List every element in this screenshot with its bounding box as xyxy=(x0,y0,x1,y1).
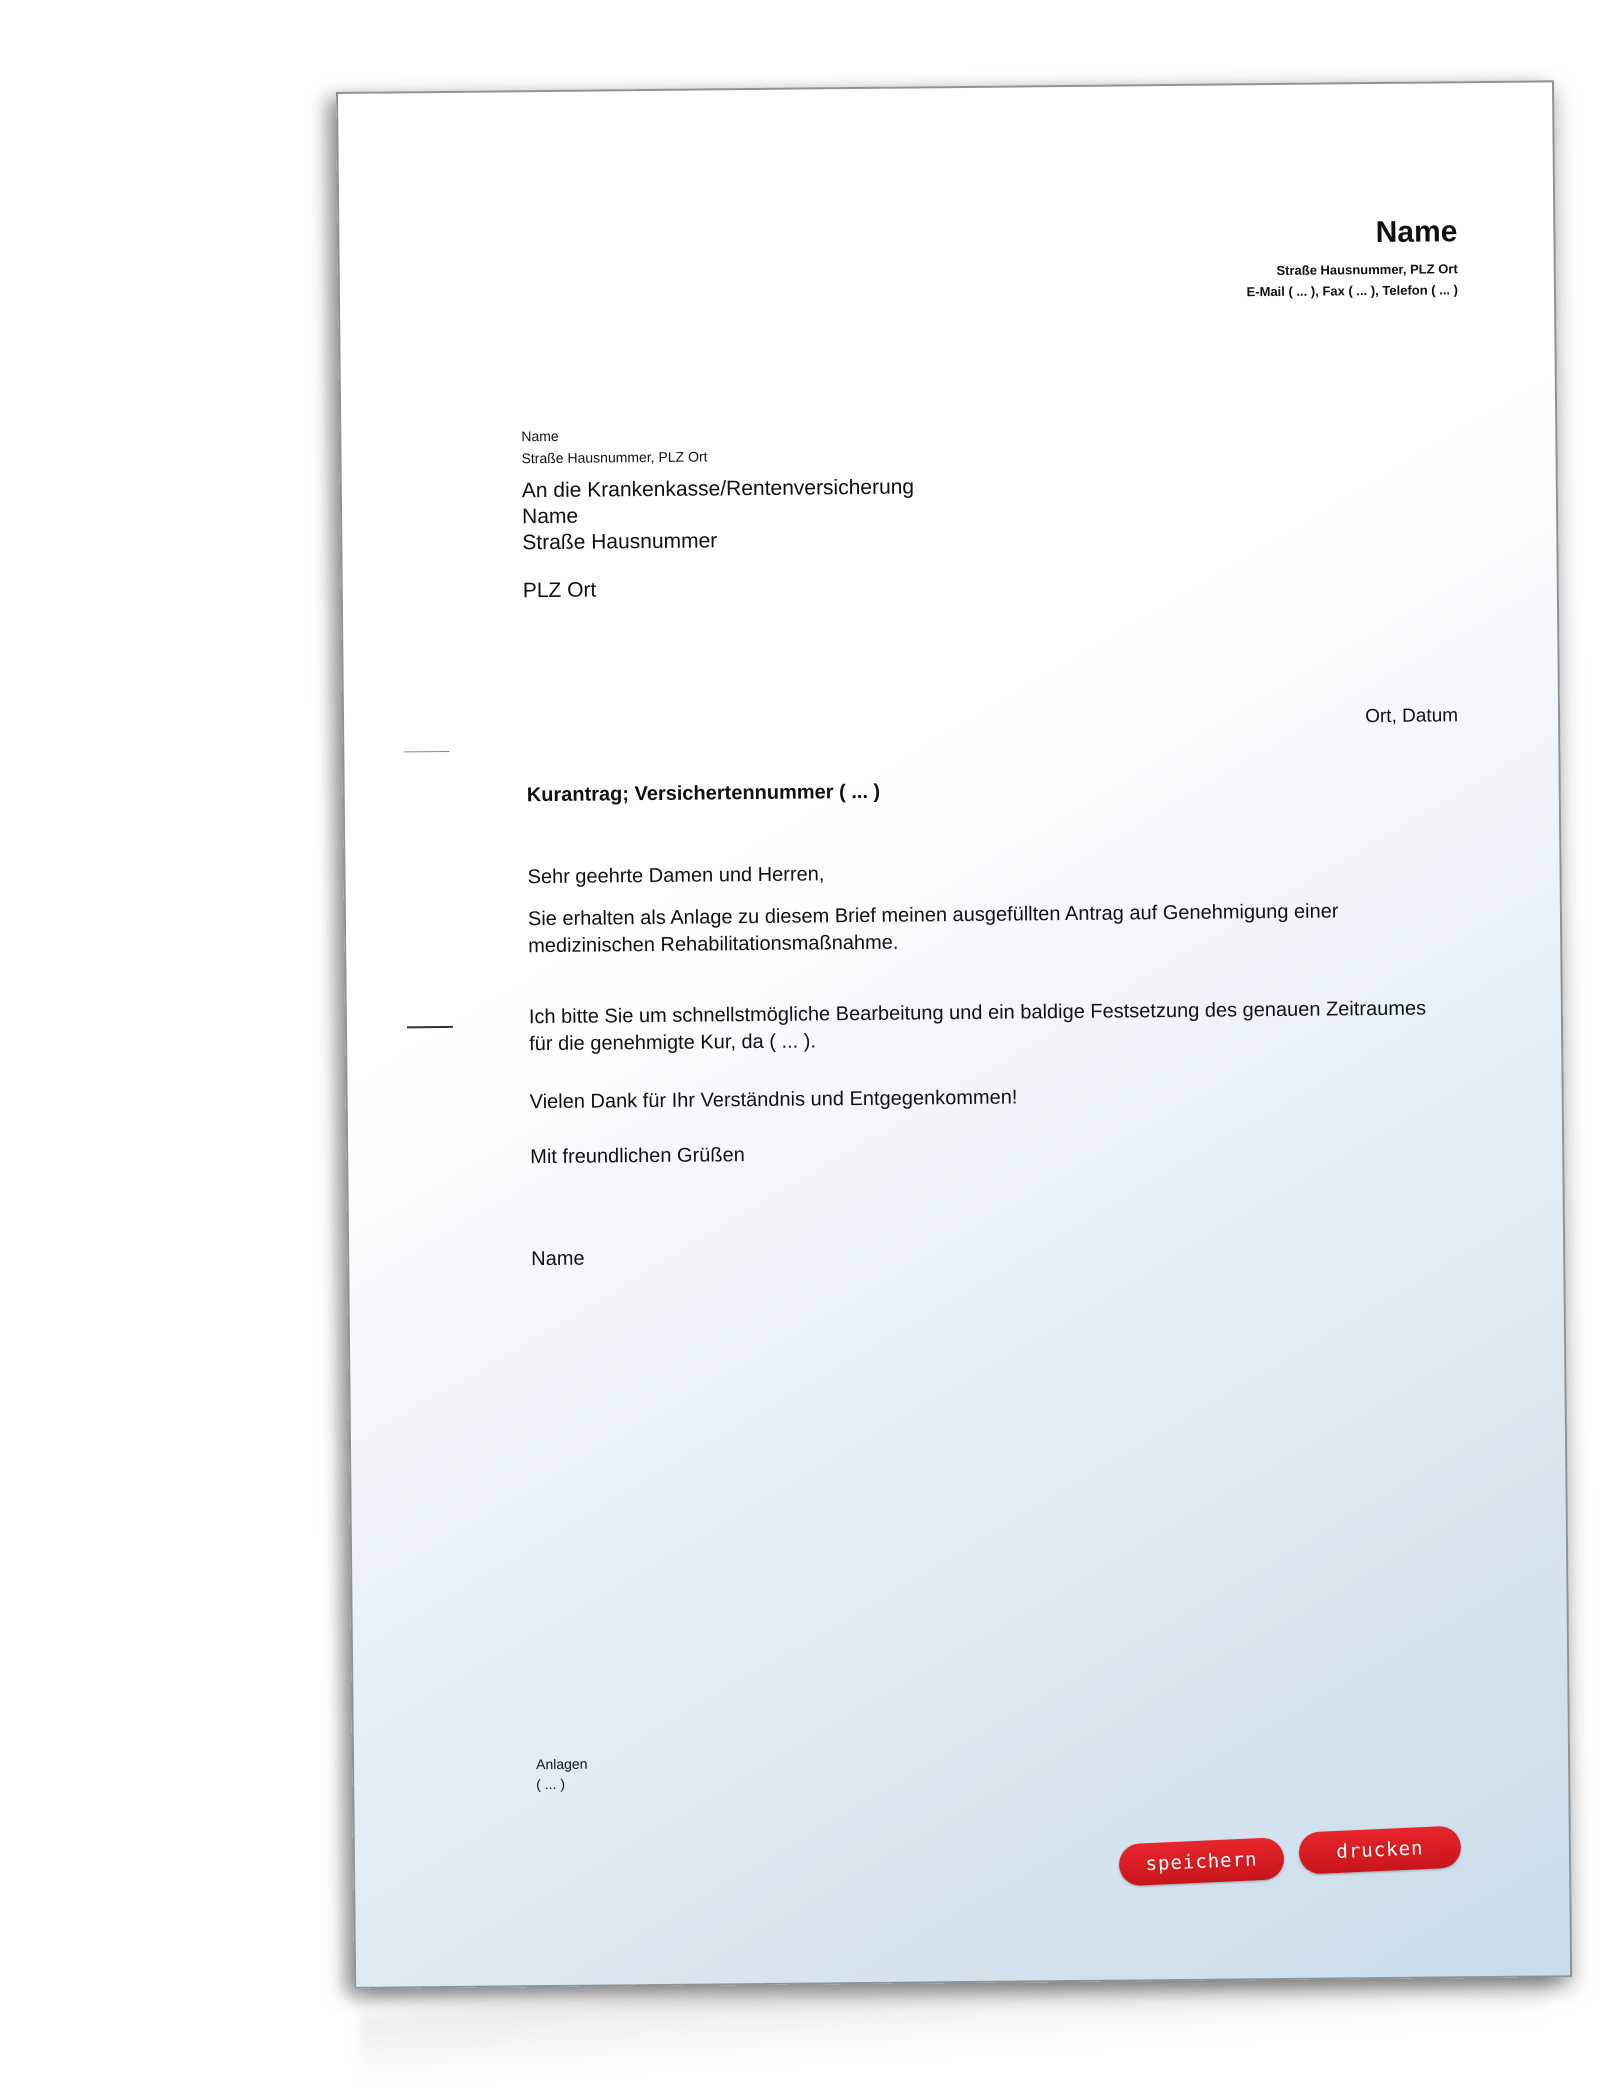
punch-mark xyxy=(407,1026,453,1028)
subject-line: Kurantrag; Versichertennummer ( ... ) xyxy=(526,780,881,807)
signature-name: Name xyxy=(531,1247,585,1271)
recipient-line-4: PLZ Ort xyxy=(522,578,597,603)
recipient-line-1: An die Krankenkasse/Rentenversicherung xyxy=(521,475,915,503)
sender-contact: E-Mail ( ... ), Fax ( ... ), Telefon ( ... ) xyxy=(1246,282,1459,300)
return-line-address: Straße Hausnummer, PLZ Ort xyxy=(521,448,708,467)
print-button[interactable]: drucken xyxy=(1298,1825,1462,1874)
enclosures-label: Anlagen xyxy=(535,1755,588,1773)
recipient-line-2: Name xyxy=(521,504,579,529)
enclosures-value: ( ... ) xyxy=(536,1775,566,1793)
fold-mark xyxy=(404,751,449,752)
place-date: Ort, Datum xyxy=(1365,705,1459,728)
sender-address: Straße Hausnummer, PLZ Ort xyxy=(1276,261,1458,278)
body-paragraph-2: Ich bitte Sie um schnellstmögliche Bearbeitung und ein baldige Festsetzung des genauen Zeitraumes für die genehmigte Kur, da ( ... ). xyxy=(528,997,1427,1056)
sender-name: Name xyxy=(1375,215,1458,250)
body-paragraph-1: Sie erhalten als Anlage zu diesem Brief meinen ausgefüllten Antrag auf Genehmigung einer medizinischen Rehabilitationsmaßnahme. xyxy=(527,900,1339,958)
return-line-name: Name xyxy=(521,427,559,445)
letter-sheet xyxy=(336,80,1572,1989)
closing: Mit freundlichen Grüßen xyxy=(530,1144,745,1169)
recipient-line-3: Straße Hausnummer xyxy=(522,529,718,555)
salutation: Sehr geehrte Damen und Herren, xyxy=(527,863,825,889)
save-button[interactable]: speichern xyxy=(1118,1837,1285,1886)
body-paragraph-3: Vielen Dank für Ihr Verständnis und Entgegenkommen! xyxy=(529,1086,1018,1114)
